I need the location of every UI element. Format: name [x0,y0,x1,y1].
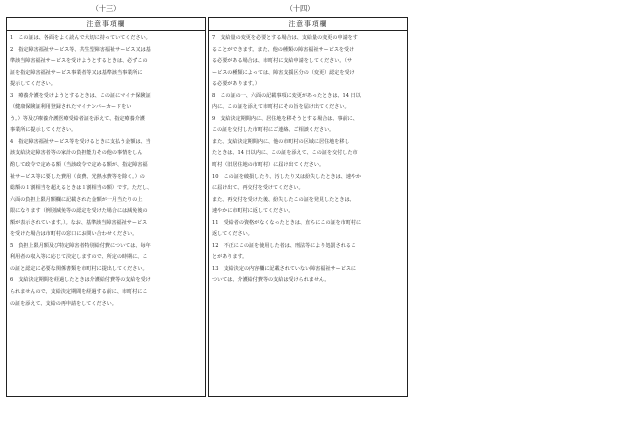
note-line: る必要がある場合は、市町村に支給申請をしてください。（サ [212,58,353,65]
note-line: 1 この証は、各面をよく読んで大切に持っていてください。 [10,35,151,41]
note-line: 11 受給者の資格がなくなったときは、直ちにこの証を市町村に [212,219,362,226]
note-line: 該支給決定障害者等の家計の負担能力その他の事情をしん [10,150,143,157]
note-line: 額が表示されています。）。なお、基準該当障害福祉サービス [10,219,148,226]
note-line: 祉サービス等に要した費用（食費、光熱水費等を除く。）の [10,173,145,180]
note-line: 酌して政令で定める額（当該政令で定める額が、指定障害福 [10,162,148,169]
note-line: を受けた場合は市町村の窓口にお問い合わせください。 [10,231,138,238]
note-line: に届け出て、再交付を受けてください。 [212,185,304,192]
note-line: 限になります（例別減免等の認定を受けた場合には減免後の [10,208,148,215]
note-line: の証を添えて、支給の再申請をしてください。 [10,300,117,307]
note-line: 2 指定障害福祉サービス等、共生型障害福祉サービス又は基 [10,46,151,53]
notes-panel-13 [6,17,206,397]
note-line: 13 支給決定の内容欄に記載されていない障害福祉サービスに [212,265,357,272]
note-line: （健康保険証利用登録されたマイナンバーカードをい [10,104,132,111]
notes-body [7,31,205,310]
note-line: 3 療養介護を受けようとするときは、この証にマイナ保険証 [10,92,151,99]
note-line: の証と認定に必要な関係書類を市町村に提出してください。 [10,265,148,272]
notes-heading: 注意事項欄 [209,18,407,31]
note-line: たときは、14 日以内に、この証を添えて、この証を交付した市 [212,150,358,157]
note-line: う。）等及び療養介護医療受給者証を添えて、指定療養介護 [10,115,145,122]
note-line: 8 この証の一、六面の記載事項に変更があったときは、14 日以 [212,92,361,99]
note-line: 9 支給決定期間内に、居住地を移そうとする場合は、事前に、 [212,115,358,122]
note-line: 事業所に提示してください。 [10,127,77,134]
notes-heading: 注意事項欄 [7,18,205,31]
note-line: られませんので、支給決定期間を経過する前に、市町村にこ [10,289,148,296]
note-line: 10 この証を破損したり、汚したり又は紛失したときは、速やか [212,173,362,180]
note-line: この証を交付した市町村にご連絡、ご相談ください。 [212,127,335,134]
page-label-14: （十四） [285,4,315,13]
note-line: 4 指定障害福祉サービス等を受けるときに支払う金額は、当 [10,138,151,145]
notes-body [209,31,407,287]
note-line: 総額の１割相当を超えるときは１割相当の額）です。ただし、 [10,185,153,192]
note-line: 利用者の収入等に応じて決定しますので、所定の時期に、こ [10,254,148,261]
note-line: ついては、介護給付費等の支給は受けられません。 [212,277,330,284]
note-line: 準該当障害福祉サービスを受けようとするときは、必ずこの [10,58,148,65]
note-line: る必要があります。） [212,81,260,88]
note-line: ることができます。また、他の種類の障害福祉サービスを受け [212,46,355,53]
note-line: 町村（旧居住地の市町村）に届け出てください。 [212,162,325,169]
note-line: 5 負担上限月額及び特定障害者特別給付費については、毎年 [10,242,151,249]
note-line: 12 不正にこの証を使用した者は、刑法等により処罰されるこ [212,242,357,249]
note-line: また、支給決定期間内に、他の市町村の区域に居住地を移し [212,138,350,145]
note-line: とがあります。 [212,254,248,261]
note-line: 速やかに市町村に返してください。 [212,208,294,215]
note-line: ービスの種類によっては、障害支援区分の（変更）認定を受け [212,69,355,76]
note-line: 内に、この証を添えて市町村にその旨を届け出てください。 [212,104,350,111]
note-line: 6 支給決定期間を経過したときは介護給付費等の支給を受け [10,277,151,284]
notes-panel-14 [208,17,408,397]
note-line: 提示してください。 [10,81,56,88]
note-line: 返してください。 [212,231,253,238]
page-label-13: （十三） [91,4,121,13]
note-line: 六面の負担上限月額欄に記載された金額が一月当たりの上 [10,196,143,203]
note-line: また、再交付を受けた後、紛失したこの証を発見したときは、 [212,196,355,203]
note-line: 証を指定障害福祉サービス事業者等又は基準該当事業所に [10,69,143,76]
note-line: 7 支給量の変更を必要とする場合は、支給量の変更の申請をす [212,35,358,41]
